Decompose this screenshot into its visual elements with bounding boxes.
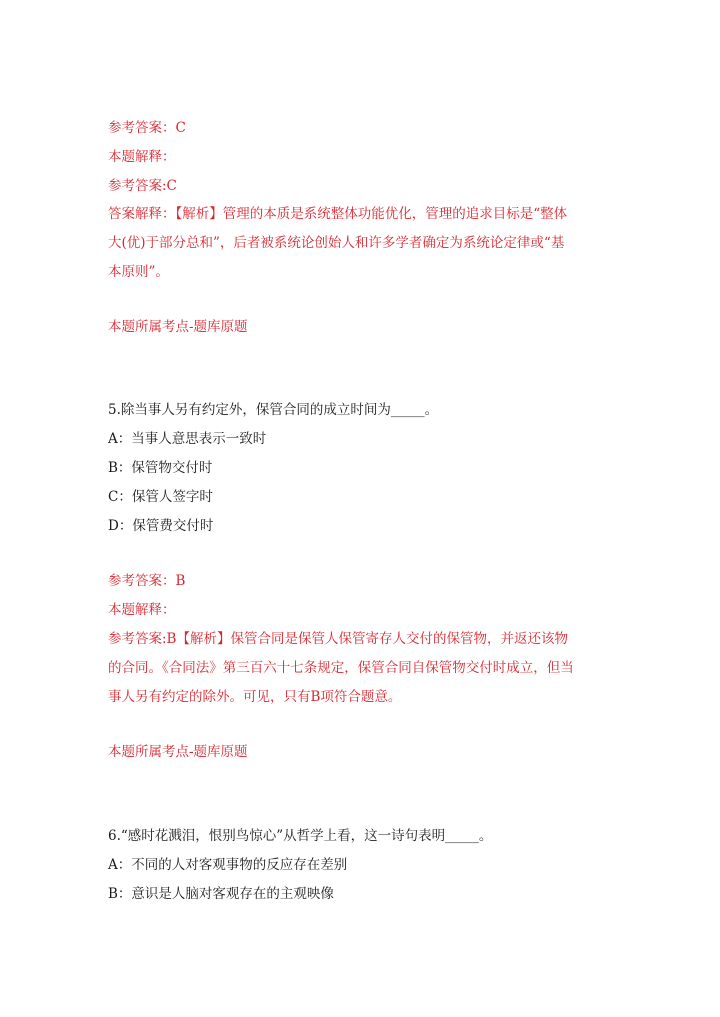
answer-line-2: 参考答案:C [108, 178, 177, 194]
explanation-label: 本题解释： [108, 602, 176, 618]
answer-line: 参考答案：C [108, 120, 186, 136]
option-c: C：保管人签字时 [108, 489, 213, 505]
source-note: 本题所属考点-题库原题 [108, 744, 248, 760]
analysis-line: 的合同。《合同法》第三百六十七条规定，保管合同自保管物交付时成立，但当 [108, 660, 574, 676]
option-d: D：保管费交付时 [108, 518, 214, 534]
analysis-line: 大(优)于部分总和”，后者被系统论创始人和许多学者确定为系统论定律或“基 [108, 235, 565, 251]
analysis-line: 参考答案:B【解析】保管合同是保管人保管寄存人交付的保管物，并返还该物 [108, 631, 568, 647]
source-note: 本题所属考点-题库原题 [108, 319, 248, 335]
option-b: B：意识是人脑对客观存在的主观映像 [108, 886, 334, 902]
analysis-line: 事人另有约定的除外。可见，只有B项符合题意。 [108, 689, 402, 705]
answer-line: 参考答案：B [108, 573, 186, 589]
analysis-line: 本原则”。 [108, 264, 169, 280]
analysis-line: 答案解释：【解析】管理的本质是系统整体功能优化，管理的追求目标是“整体 [108, 206, 568, 222]
question-text: 5.除当事人另有约定外，保管合同的成立时间为_____。 [108, 402, 439, 418]
option-a: A：不同的人对客观事物的反应存在差别 [108, 857, 348, 873]
option-b: B：保管物交付时 [108, 460, 213, 476]
option-a: A：当事人意思表示一致时 [108, 431, 267, 447]
question-text: 6.“感时花溅泪，恨别鸟惊心”从哲学上看，这一诗句表明_____。 [108, 828, 493, 844]
explanation-label: 本题解释： [108, 149, 176, 165]
